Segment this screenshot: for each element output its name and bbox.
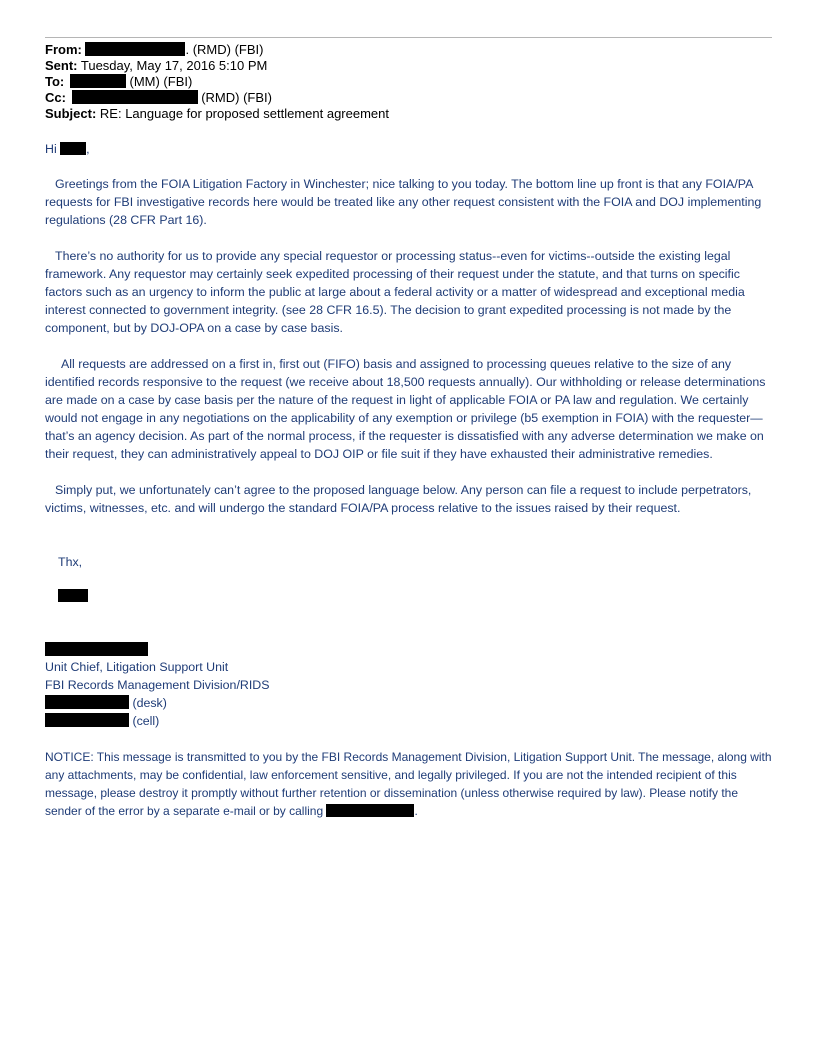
from-line [45,42,389,58]
sender-initial-redaction [58,589,88,602]
subject-label: Subject: [45,106,97,121]
redaction-box [45,713,129,727]
redaction-box [70,74,126,88]
email-header [45,42,389,122]
from-label: From: [45,42,82,57]
from-suffix: . (RMD) (FBI) [185,42,264,57]
redaction-box [72,90,198,104]
paragraph-4: Simply put, we unfortunately can’t agree to the proposed language below. Any person can file a request to include perpetrators, victims, witnesses, etc. and will undergo the standard FOIA/PA process relative to the issues raised by their request. [45,483,752,515]
header-divider [45,37,772,38]
subject-value: RE: Language for proposed settlement agreement [99,106,389,121]
cc-label: Cc: [45,90,66,105]
sent-label: Sent: [45,58,78,73]
greeting-punct: , [86,142,90,156]
greeting [45,140,775,158]
legal-notice [45,748,775,820]
paragraph-2: There’s no authority for us to provide any special requestor or processing status--even for victims--outside the existing legal framework. Any requestor may certainly seek expedited processing of their request under the statute, and that turns on specific factors such as an urgency to inform the public at large about a federal activity or a matter of widespread and exceptional media interest connected to government integrity. (see 28 CFR 16.5). The decision to grant expedited processing is not made by the component, but by DOJ-OPA on a case by case basis. [45,249,745,335]
sender-name-redaction [45,642,148,656]
to-suffix: (MM) (FBI) [129,74,193,89]
email-body [45,140,775,820]
cc-line [45,90,389,106]
desk-phone-line [45,694,775,712]
paragraph-1: Greetings from the FOIA Litigation Factory in Winchester; nice talking to you today. The bottom line up front is that any FOIA/PA requests for FBI investigative records here would be treated like any other request consistent with the FOIA and DOJ implementing regulations (28 CFR Part 16). [45,177,762,227]
cc-suffix: (RMD) (FBI) [201,90,272,105]
sent-value: Tuesday, May 17, 2016 5:10 PM [80,58,268,73]
sent-line [45,58,389,74]
closing: Thx, [58,555,83,569]
cell-label: (cell) [132,714,160,728]
cell-phone-line [45,712,775,730]
subject-line [45,106,389,122]
greeting-text: Hi [45,142,57,156]
notice-text: NOTICE: This message is transmitted to you by the FBI Records Management Division, Litigation Support Unit. The message, along with any attachments, may be confidential, law enforcement sensitive, and legally privileged. If you are not the intended recipient of this message, please destroy it promptly without further retention or dissemination (unless otherwise required by law). Please notify the sender of the error by a separate e-mail or by calling [45,750,772,818]
redaction-box [60,142,86,155]
redaction-box [45,695,129,709]
redaction-box [326,804,414,817]
paragraph-3: All requests are addressed on a first in, first out (FIFO) basis and assigned to processing queues relative to the size of any identified records responsive to the request (we receive about 18,500 requests annually). Our withholding or release determinations are made on a case by case basis per the nature of the request in light of applicable FOIA or PA law and regulation. We certainly would not engage in any negotiations on the applicability of any exemption or privilege (b5 exemption in FOIA) with the requester—that’s an agency decision. As part of the normal process, if the requester is dissatisfied with any adverse determination we make on their request, they can administratively appeal to DOJ OIP or file suit if they have exhausted their administrative remedies. [45,357,766,461]
desk-label: (desk) [132,696,167,710]
signature-title: Unit Chief, Litigation Support Unit [45,660,229,674]
redaction-box [85,42,185,56]
notice-end: . [414,804,418,818]
to-label: To: [45,74,65,89]
signature-org: FBI Records Management Division/RIDS [45,678,270,692]
to-line [45,74,389,90]
